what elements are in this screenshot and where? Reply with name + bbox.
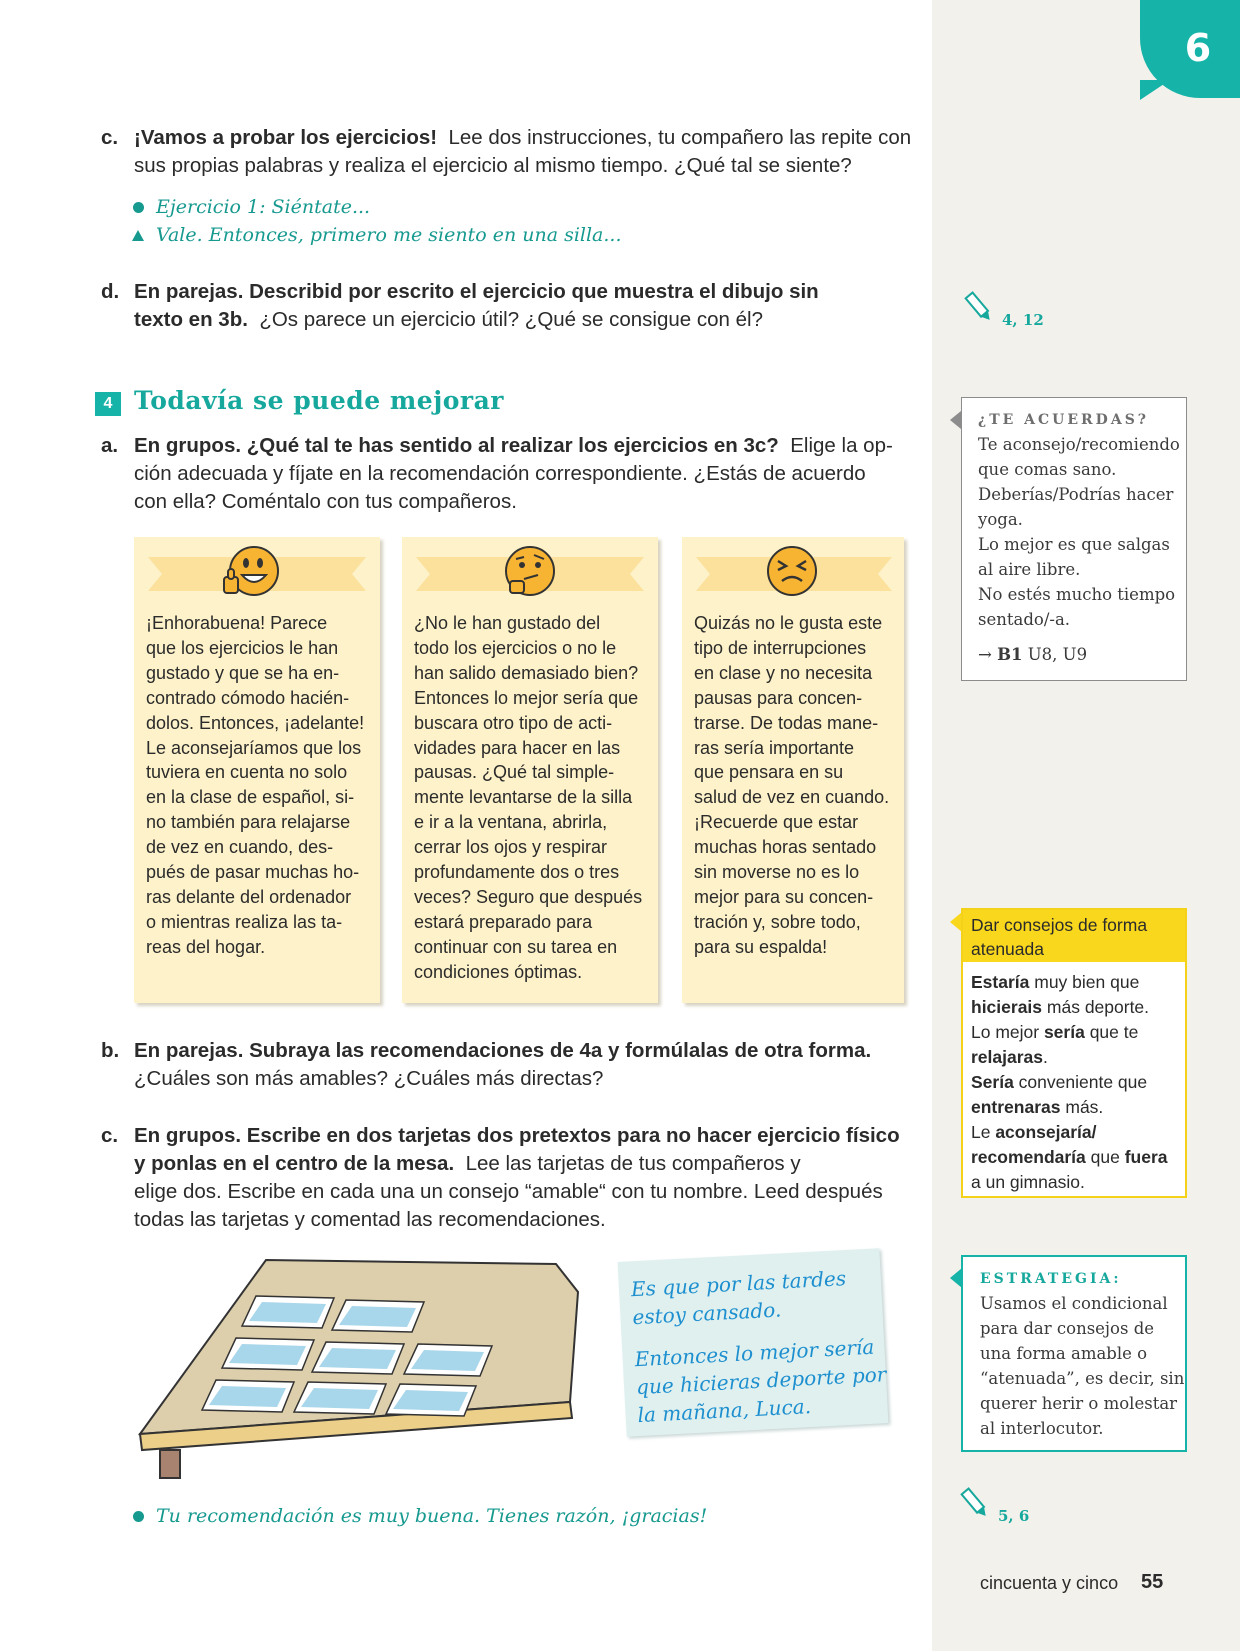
workbook-ref-2: 5, 6: [998, 1507, 1030, 1525]
note-advice-line1: Entonces lo mejor sería: [634, 1334, 875, 1372]
reminder-line: Lo mejor es que salgas: [978, 535, 1170, 554]
card-line: profundamente dos o tres: [414, 862, 620, 883]
handwritten-note-card: [618, 1248, 889, 1436]
exercise-c2-line3: elige dos. Escribe en cada una un consejo “amable“ con tu nombre. Leed después: [134, 1180, 883, 1203]
strategy-line: una forma amable o: [980, 1344, 1148, 1363]
card-line: tipo de interrupciones: [694, 637, 867, 658]
exercise-a-text1: Elige la op-: [790, 434, 893, 457]
page-number-words: cincuenta y cinco: [980, 1573, 1119, 1593]
ref-level: B1: [997, 645, 1023, 664]
card-line: ¿No le han gustado del: [414, 613, 601, 633]
note-advice-line3: la mañana, Luca.: [637, 1394, 812, 1428]
exercise-c2-bold2: y ponlas en el centro de la mesa.: [134, 1152, 455, 1175]
card-line: vidades para hacer en las: [414, 737, 621, 758]
strategy-line: al interlocutor.: [980, 1419, 1104, 1438]
exercise-d-line2: [134, 306, 763, 334]
grammar-text: conveniente que: [1013, 1072, 1148, 1092]
card-line: e ir a la ventana, abrirla,: [414, 812, 608, 833]
card-line: sin moverse no es lo: [694, 862, 860, 883]
exercise-c2-line1: En grupos. Escribe en dos tarjetas dos pretextos para no hacer ejercicio físico: [134, 1124, 900, 1147]
exercise-a-bold: En grupos. ¿Qué tal te has sentido al realizar los ejercicios en 3c?: [134, 434, 779, 457]
note-excuse-line1: Es que por las tardes: [630, 1266, 847, 1302]
page-number: 55: [1141, 1571, 1164, 1593]
reminder-line: yoga.: [978, 510, 1023, 529]
box-tab: [950, 411, 961, 429]
ref-units: U8, U9: [1027, 645, 1088, 664]
reminder-heading: ¿TE ACUERDAS?: [978, 412, 1150, 428]
card-line: trarse. De todas mane-: [694, 712, 879, 733]
grammar-line: [971, 1020, 1168, 1045]
exercise-c2-letter: c.: [101, 1124, 119, 1147]
note-advice-line2: que hicieras deporte por: [635, 1362, 887, 1400]
strategy-line: querer herir o molestar: [980, 1394, 1178, 1413]
exercise-a-line1: [134, 432, 893, 460]
card-line: han salido demasiado bien?: [414, 662, 639, 683]
unit-number: 6: [1184, 26, 1212, 70]
reminder-body: [978, 432, 1180, 667]
reminder-box: [961, 397, 1187, 681]
card-text-2: [414, 611, 642, 985]
card-line: ras sería importante: [694, 737, 855, 758]
grammar-box: [961, 908, 1187, 1198]
grammar-box-title: [963, 910, 1185, 962]
dot-icon: [133, 1511, 144, 1522]
reminder-line: Deberías/Podrías hacer: [978, 485, 1174, 504]
grammar-text: Lo mejor: [971, 1022, 1044, 1042]
grammar-text: Le: [971, 1122, 996, 1142]
grammar-box-body: [971, 970, 1168, 1195]
grammar-line: [971, 1145, 1168, 1170]
card-line: en clase y no necesita: [694, 662, 873, 683]
grammar-text: que: [1085, 1147, 1125, 1167]
reminder-line: sentado/-a.: [978, 610, 1071, 629]
pencil-icon: [958, 1486, 992, 1522]
card-line: Le aconsejaríamos que los: [146, 737, 362, 758]
strategy-heading: ESTRATEGIA:: [980, 1271, 1122, 1287]
grammar-text: más deporte.: [1042, 997, 1150, 1017]
grammar-bold: hicierais: [971, 997, 1043, 1017]
triangle-icon: [132, 230, 144, 241]
workbook-ref-1: 4, 12: [1002, 311, 1044, 329]
table-with-cards-illustration: [136, 1258, 586, 1483]
thumbs-up-smiley-icon: [222, 545, 282, 599]
grammar-line: [971, 1095, 1168, 1120]
card-line: pausas. ¿Qué tal simple-: [414, 762, 615, 783]
grammar-text: que te: [1084, 1022, 1139, 1042]
grammar-bold: Estaría: [971, 972, 1030, 992]
exercise-c-line1: [134, 124, 911, 152]
card-line: Entonces lo mejor sería que: [414, 687, 639, 708]
exercise-b-letter: b.: [101, 1039, 120, 1062]
card-line: veces? Seguro que después: [414, 886, 643, 907]
card-line: condiciones óptimas.: [414, 961, 583, 982]
exercise-c2-line2: [134, 1150, 801, 1178]
card-line: que los ejercicios le han: [146, 637, 339, 658]
exercise-c-bold: ¡Vamos a probar los ejercicios!: [134, 126, 438, 149]
note-excuse-line2: estoy cansado.: [631, 1297, 782, 1330]
card-line: ras delante del ordenador: [146, 886, 352, 907]
final-example: Tu recomendación es muy buena. Tienes razón, ¡gracias!: [156, 1505, 708, 1527]
grammar-title-line1: Dar consejos de forma: [971, 915, 1148, 935]
card-line: en la clase de español, si-: [146, 787, 355, 808]
card-line: ¡Recuerde que estar: [694, 812, 859, 833]
exercise-c2-line4: todas las tarjetas y comentad las recomendaciones.: [134, 1208, 606, 1231]
exercise-b-line2: ¿Cuáles son más amables? ¿Cuáles más directas?: [134, 1067, 604, 1090]
card-line: mente levantarse de la silla: [414, 787, 633, 808]
grammar-line: [971, 1045, 1168, 1070]
exercise-d-bold2: texto en 3b.: [134, 308, 248, 331]
strategy-body: [980, 1291, 1184, 1441]
unit-badge-tail: [1140, 80, 1170, 100]
grammar-bold: sería: [1043, 1022, 1085, 1042]
strategy-line: “atenuada”, es decir, sin: [980, 1369, 1185, 1388]
grammar-title-line2: atenuada: [971, 939, 1044, 959]
strategy-line: para dar consejos de: [980, 1319, 1155, 1338]
grammar-bold: aconsejaría/: [995, 1122, 1097, 1142]
card-line: estará preparado para: [414, 911, 593, 932]
exercise-b-line1: En parejas. Subraya las recomendaciones de 4a y formúlalas de otra forma.: [134, 1039, 872, 1062]
card-line: pués de pasar muchas ho-: [146, 862, 360, 883]
card-line: mejor para su concen-: [694, 886, 874, 907]
pencil-icon: [962, 290, 996, 326]
card-line: muchas horas sentado: [694, 837, 877, 858]
exercise-d-text2: ¿Os parece un ejercicio útil? ¿Qué se consigue con él?: [259, 308, 763, 331]
strategy-line: Usamos el condicional: [980, 1294, 1168, 1313]
dot-icon: [133, 202, 144, 213]
reminder-line: Te aconsejo/recomiendo: [978, 435, 1180, 454]
card-line: buscara otro tipo de acti-: [414, 712, 613, 733]
card-line: contrado cómodo hacién-: [146, 687, 350, 708]
exercise-d-letter: d.: [101, 280, 120, 303]
card-line: no también para relajarse: [146, 812, 351, 833]
example-line-2: Vale. Entonces, primero me siento en una silla...: [156, 224, 622, 246]
section-title: Todavía se puede mejorar: [134, 386, 504, 415]
exercise-a-line3: con ella? Coméntalo con tus compañeros.: [134, 490, 517, 513]
grammar-line: [971, 995, 1168, 1020]
card-line: salud de vez en cuando.: [694, 787, 890, 808]
grammar-bold: relajaras: [971, 1047, 1044, 1067]
grammar-text: .: [1043, 1047, 1048, 1067]
exercise-c-text1: Lee dos instrucciones, tu compañero las repite con: [448, 126, 912, 149]
exercise-a-line2: ción adecuada y fíjate en la recomendación correspondiente. ¿Estás de acuerdo: [134, 462, 866, 485]
card-line: ¡Enhorabuena! Parece: [146, 613, 328, 633]
grammar-bold: fuera: [1124, 1147, 1168, 1167]
card-line: continuar con su tarea en: [414, 936, 618, 957]
card-line: tuviera en cuenta no solo: [146, 762, 348, 783]
card-text-3: [694, 611, 889, 960]
advice-card-happy: [134, 537, 380, 1003]
strategy-box: [961, 1255, 1187, 1452]
reminder-line: al aire libre.: [978, 560, 1081, 579]
card-line: reas del hogar.: [146, 936, 266, 957]
card-line: cerrar los ojos y respirar: [414, 837, 608, 858]
example-line-1: Ejercicio 1: Siéntate...: [156, 196, 371, 218]
card-line: dolos. Entonces, ¡adelante!: [146, 712, 365, 733]
annoyed-face-icon: [766, 545, 818, 597]
grammar-bold: entrenaras: [971, 1097, 1061, 1117]
exercise-c-letter: c.: [101, 126, 119, 149]
card-line: que pensara en su: [694, 762, 844, 783]
thinking-face-icon: [502, 545, 558, 599]
grammar-text: muy bien que: [1029, 972, 1140, 992]
advice-card-thinking: [402, 537, 658, 1003]
grammar-bold: recomendaría: [971, 1147, 1086, 1167]
card-line: o mientras realiza las ta-: [146, 911, 343, 932]
grammar-line: [971, 970, 1168, 995]
grammar-bold: Sería: [971, 1072, 1014, 1092]
exercise-d-line1: En parejas. Describid por escrito el ejercicio que muestra el dibujo sin: [134, 280, 819, 303]
exercise-c2-text2: Lee las tarjetas de tus compañeros y: [465, 1152, 801, 1175]
card-text-1: [146, 611, 364, 960]
reminder-line: No estés mucho tiempo: [978, 585, 1176, 604]
exercise-a-letter: a.: [101, 434, 119, 457]
arrow-right-icon: →: [978, 645, 992, 664]
card-line: para su espalda!: [694, 936, 828, 957]
exercise-c-line2: sus propias palabras y realiza el ejercicio al mismo tiempo. ¿Qué tal se siente?: [134, 154, 852, 177]
reminder-cross-ref: [978, 642, 1180, 667]
card-line: de vez en cuando, des-: [146, 837, 334, 858]
card-line: todo los ejercicios o no le: [414, 637, 617, 658]
grammar-line: [971, 1120, 1168, 1145]
advice-card-annoyed: [682, 537, 904, 1003]
reminder-line: que comas sano.: [978, 460, 1117, 479]
card-line: Quizás no le gusta este: [694, 613, 883, 633]
card-line: tración y, sobre todo,: [694, 911, 861, 932]
card-line: pausas para concen-: [694, 687, 863, 708]
grammar-line: [971, 1070, 1168, 1095]
grammar-line: a un gimnasio.: [971, 1172, 1085, 1192]
section-number: 4: [95, 392, 121, 416]
grammar-text: más.: [1060, 1097, 1104, 1117]
card-line: gustado y que se ha en-: [146, 662, 340, 683]
